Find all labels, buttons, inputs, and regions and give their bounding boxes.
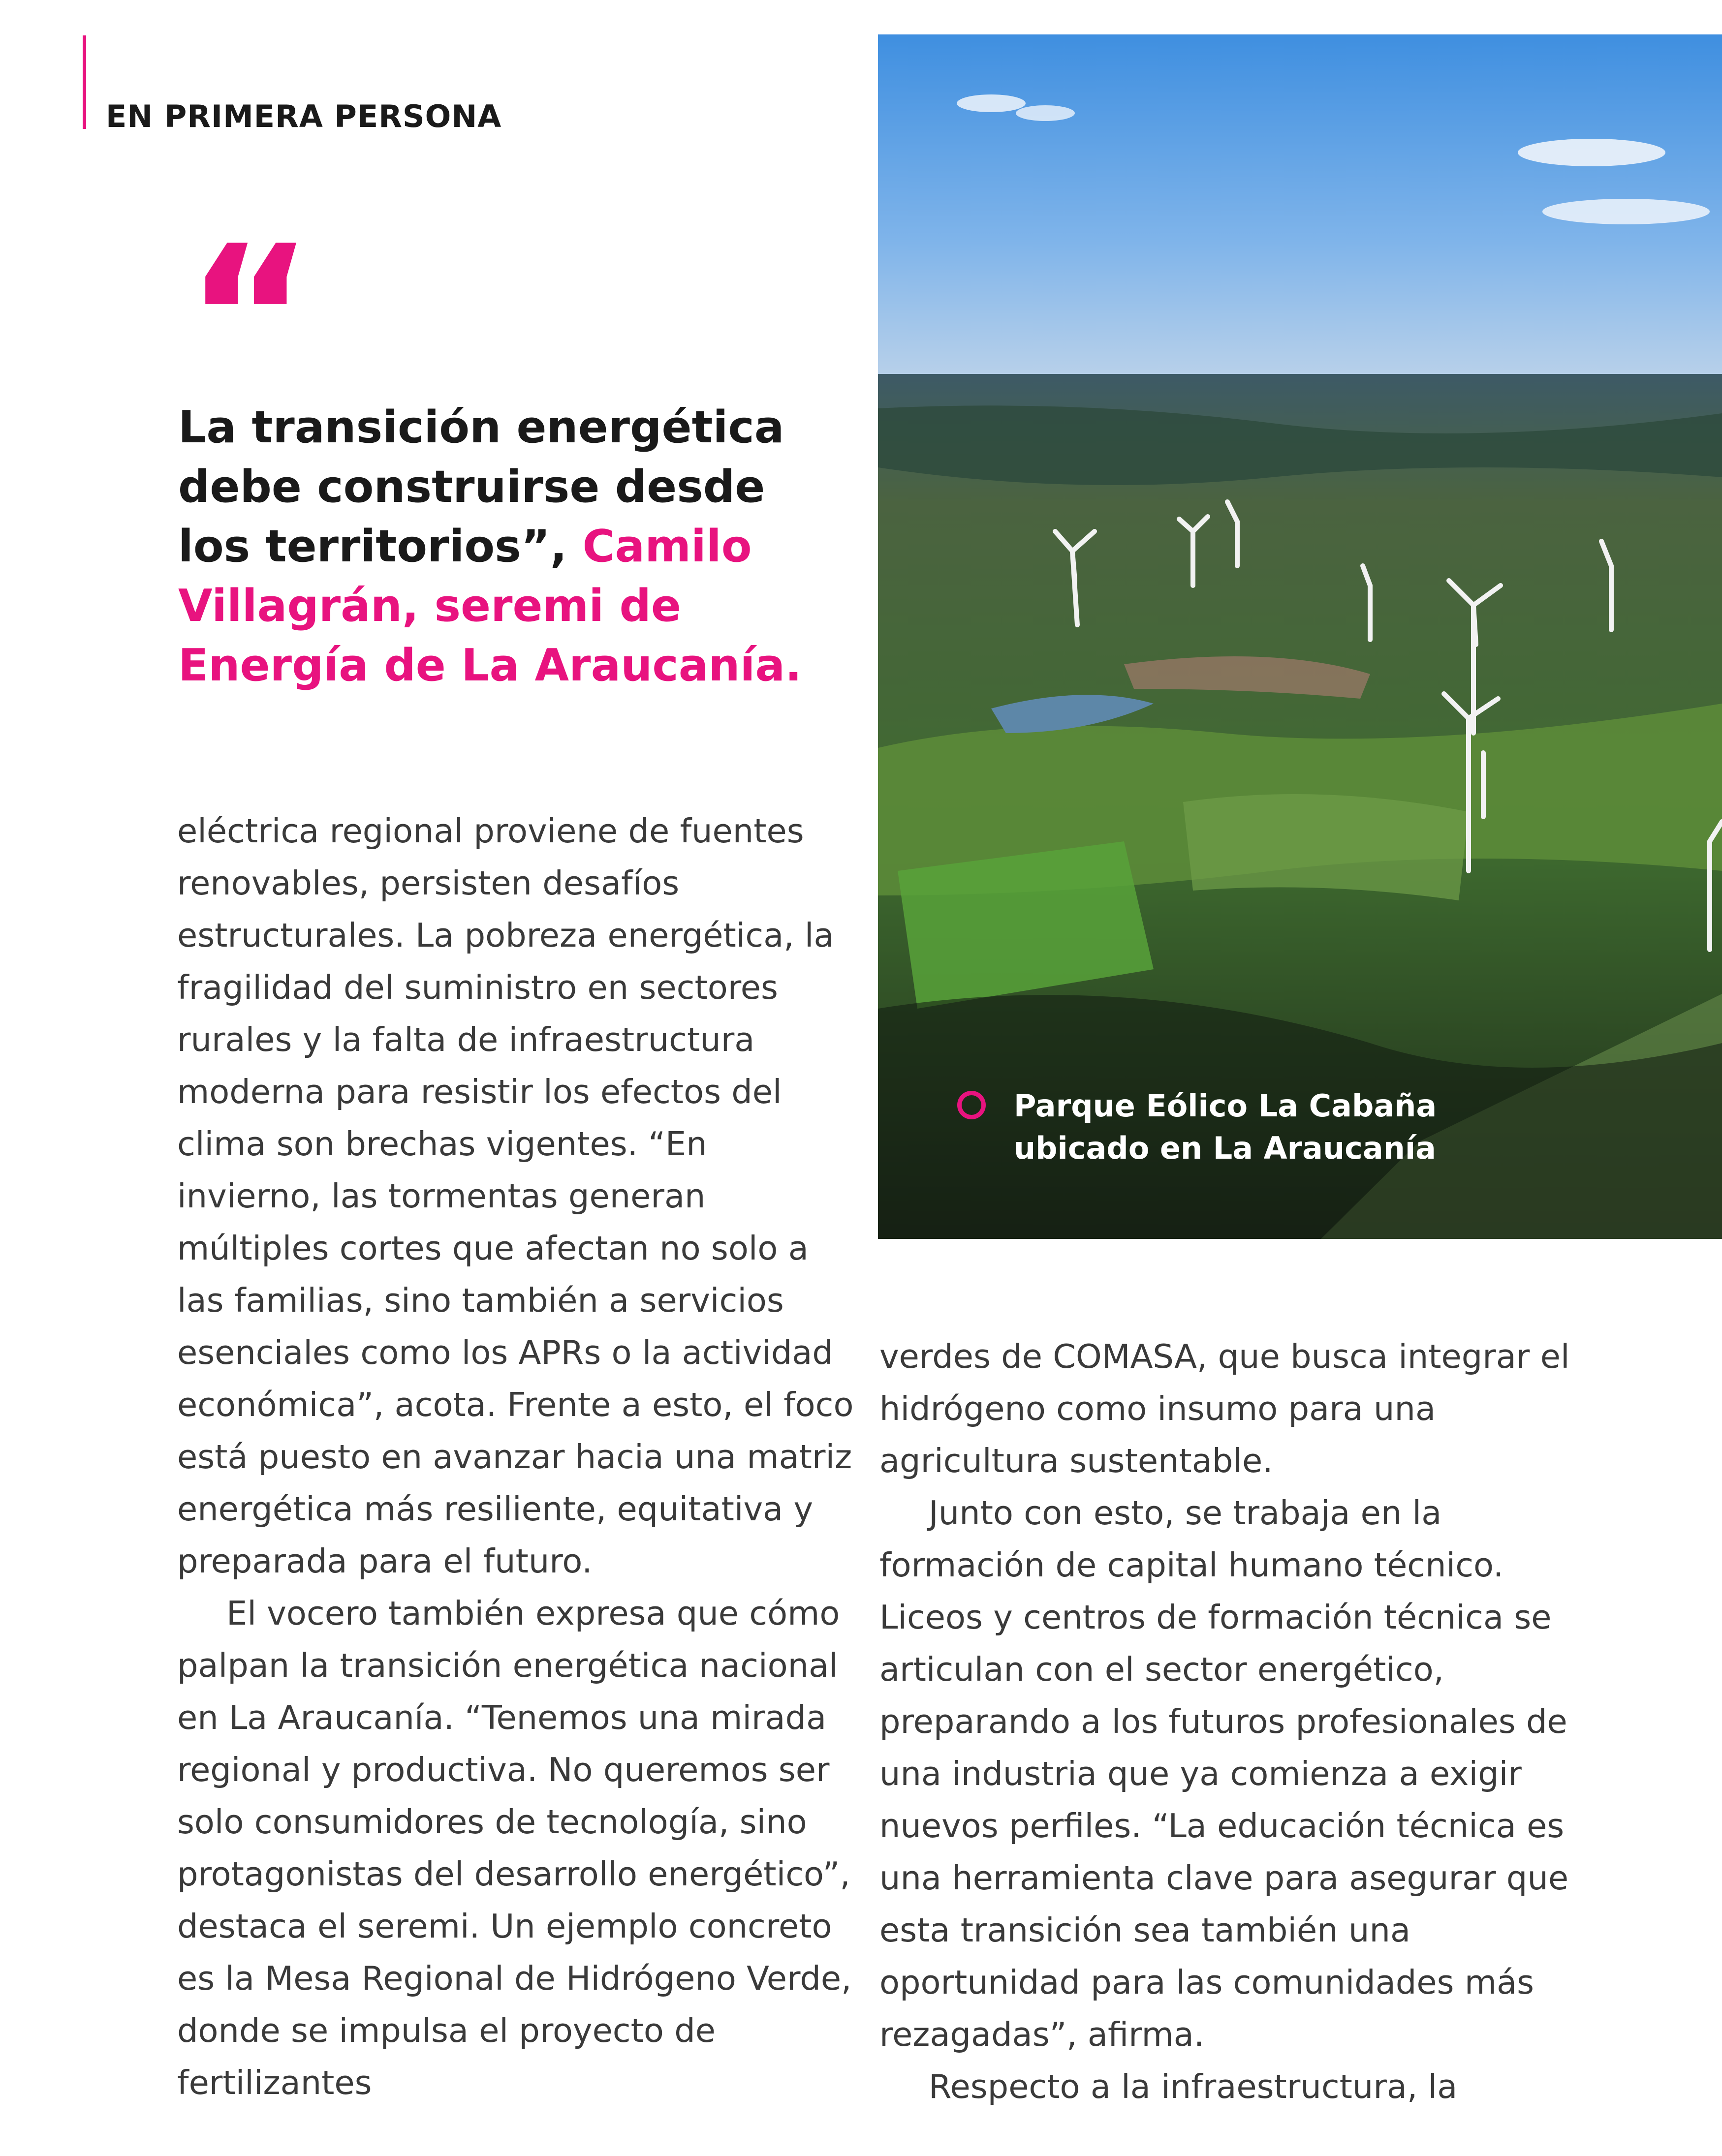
body-paragraph: verdes de COMASA, que busca integrar el hidrógeno como insumo para una agricultura sustentable. <box>879 1337 1570 1480</box>
body-column-left <box>177 805 856 2109</box>
pull-quote-attribution: Camilo Villagrán, seremi de Energía de La Araucanía. <box>178 521 802 691</box>
wind-farm-illustration <box>878 34 1722 1239</box>
wind-farm-photo <box>878 34 1722 1239</box>
body-paragraph: Respecto a la infraestructura, la <box>929 2067 1458 2106</box>
section-accent-bar <box>83 35 86 129</box>
section-label: EN PRIMERA PERSONA <box>106 98 502 134</box>
body-paragraph: Junto con esto, se trabaja en la formación de capital humano técnico. Liceos y centros de formación técnica se articulan con el sector energético, preparando a los futuros profesionales de una industria que ya comienza a exigir nuevos perfiles. “La educación técnica es una herramienta clave para asegurar que esta transición sea también una oportunidad para las comunidades más rezagadas”, afirma. <box>879 1494 1569 2054</box>
caption-ring-icon <box>957 1091 986 1119</box>
photo-caption-line: Parque Eólico La Cabaña <box>1014 1088 1437 1124</box>
pull-quote <box>178 398 847 695</box>
photo-caption-line: ubicado en La Araucanía <box>1014 1130 1436 1166</box>
body-paragraph: El vocero también expresa que cómo palpan la transición energética nacional en La Araucanía. “Tenemos una mirada regional y productiva. No queremos ser solo consumidores de tecnología, sino protagonistas del desarrollo energético”, destaca el seremi. Un ejemplo concreto es la Mesa Regional de Hidrógeno Verde, donde se impulsa el proyecto de fertilizantes <box>177 1594 852 2102</box>
body-paragraph: eléctrica regional proviene de fuentes renovables, persisten desafíos estructurales. La pobreza energética, la fragilidad del suministro en sectores rurales y la falta de infraestructura moderna para resistir los efectos del clima son brechas vigentes. “En invierno, las tormentas generan múltiples cortes que afectan no solo a las familias, sino también a servicios esenciales como los APRs o la actividad económica”, acota. Frente a esto, el foco está puesto en avanzar hacia una matriz energética más resiliente, equitativa y preparada para el futuro. <box>177 812 854 1580</box>
pull-quote-text: La transición energética debe construirse desde los territorios”, <box>178 401 784 572</box>
body-column-right <box>879 1330 1583 2113</box>
photo-caption-text <box>1014 1085 1437 1170</box>
photo-caption <box>1014 1085 1437 1170</box>
quote-mark-icon: “ <box>185 204 314 433</box>
